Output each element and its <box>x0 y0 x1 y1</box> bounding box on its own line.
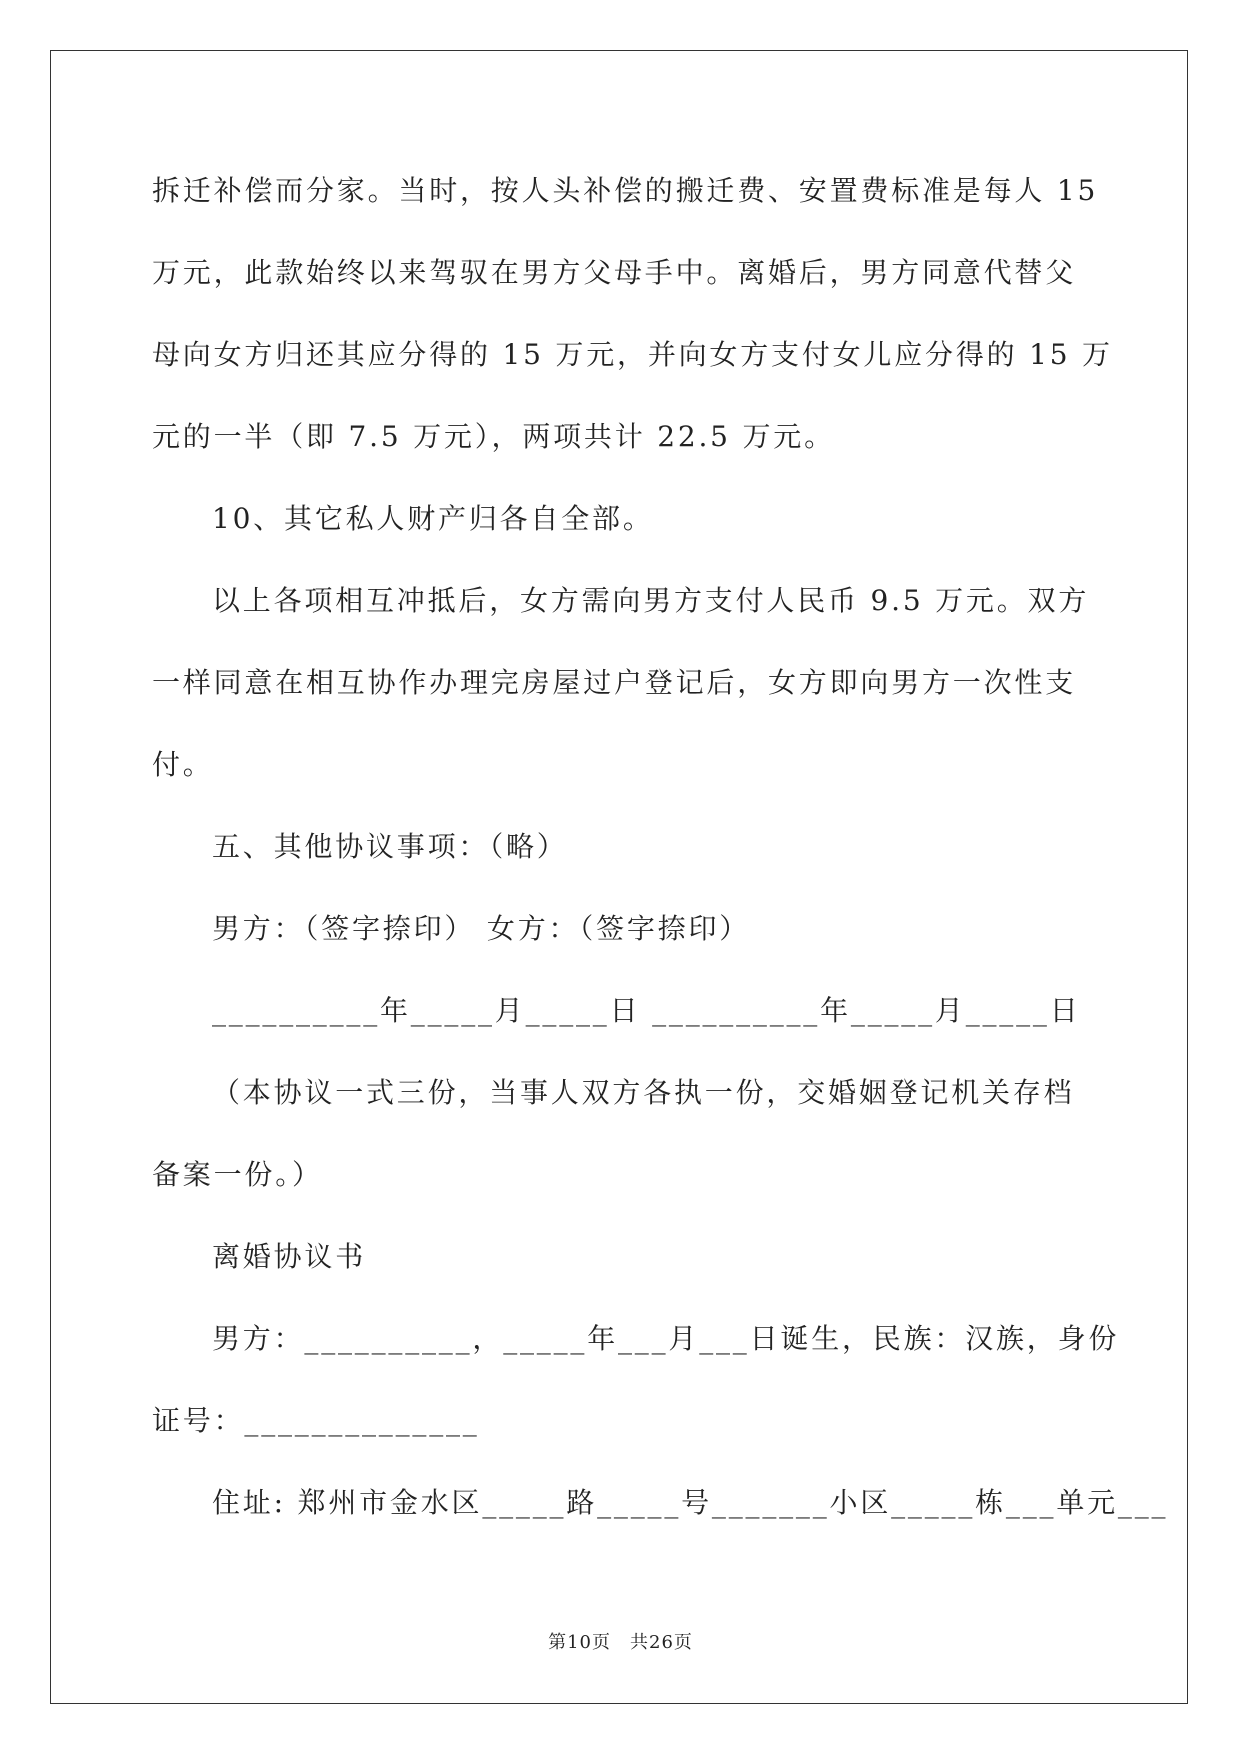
section-five-heading: 五、其他协议事项：（略） <box>212 830 568 863</box>
document-title: 离婚协议书 <box>212 1240 367 1273</box>
paragraph-line: 付。 <box>152 748 214 781</box>
male-party-info: 男方：__________，_____年___月___日诞生，民族：汉族，身份 <box>212 1322 1120 1355</box>
document-body <box>152 156 1169 1550</box>
id-number-line: 证号：______________ <box>152 1404 480 1437</box>
address-line: 住址: 郑州市金水区_____路_____号_______小区_____栋___单元___ <box>212 1486 1169 1519</box>
paragraph-line: 母向女方归还其应分得的 15 万元，并向女方支付女儿应分得的 15 万 <box>152 338 1113 371</box>
paragraph-line: 备案一份。） <box>152 1158 323 1191</box>
paragraph-line: 一样同意在相互协作办理完房屋过户登记后，女方即向男方一次性支 <box>152 666 1077 699</box>
paragraph-line: 以上各项相互冲抵后，女方需向男方支付人民币 9.5 万元。双方 <box>212 584 1090 617</box>
paragraph-line: 万元，此款始终以来驾驭在男方父母手中。离婚后，男方同意代替父 <box>152 256 1077 289</box>
paragraph-line: （本协议一式三份，当事人双方各执一份，交婚姻登记机关存档 <box>212 1076 1075 1109</box>
paragraph-line: 元的一半（即 7.5 万元），两项共计 22.5 万元。 <box>152 420 835 453</box>
page-number-footer: 第10页 共26页 <box>548 1632 693 1653</box>
paragraph-item-10: 10、其它私人财产归各自全部。 <box>212 502 654 535</box>
signature-line: 男方：（签字捺印） 女方：（签字捺印） <box>212 912 751 945</box>
date-blanks-line: __________年_____月_____日 __________年_____月_____日 <box>212 994 1081 1027</box>
paragraph-line: 拆迁补偿而分家。当时，按人头补偿的搬迁费、安置费标准是每人 15 <box>152 174 1099 207</box>
